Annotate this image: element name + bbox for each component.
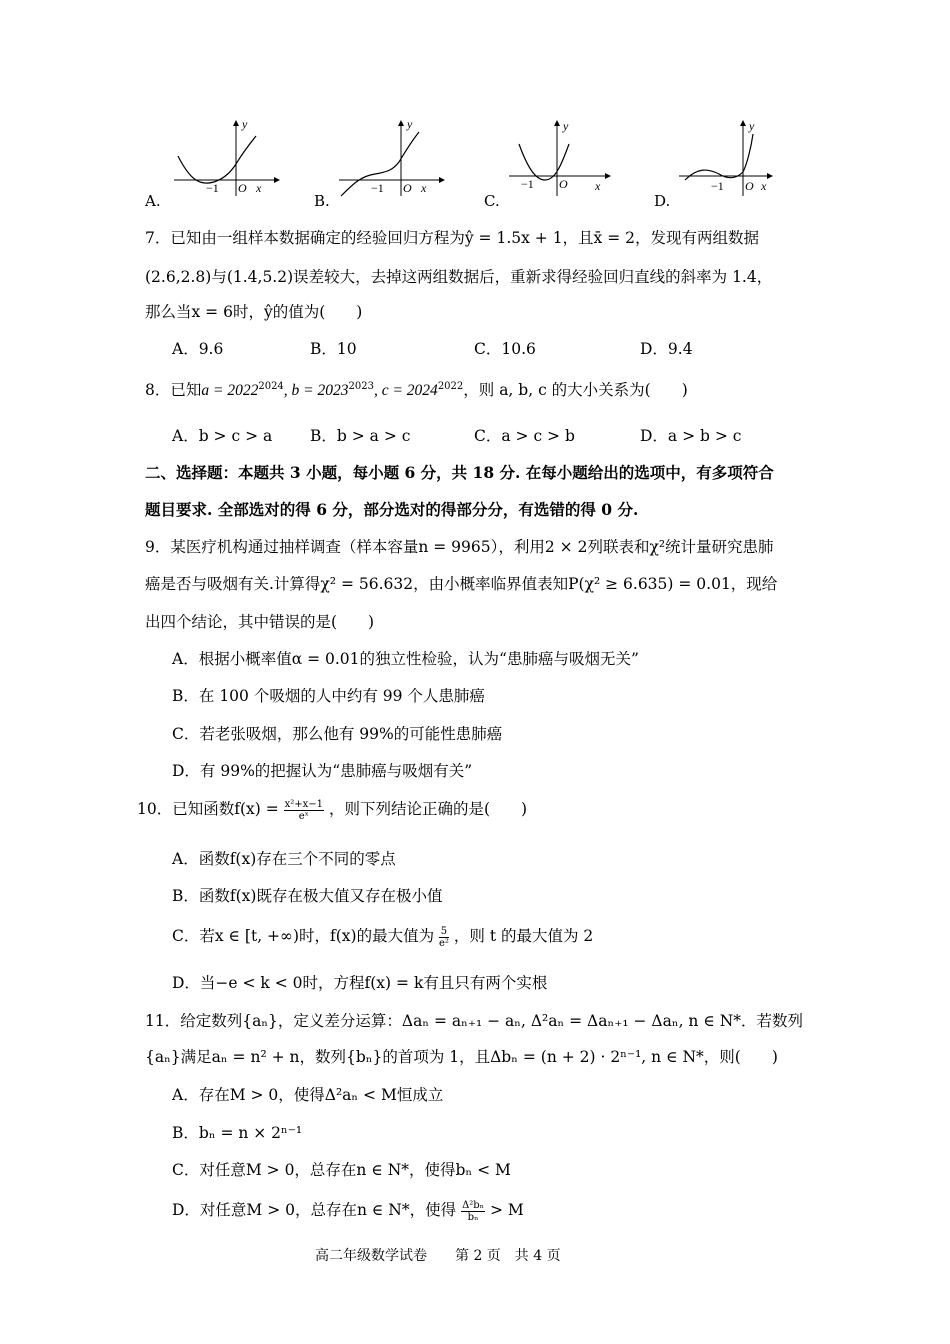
svg-text:−1: −1 <box>206 181 219 195</box>
svg-text:O: O <box>403 181 412 195</box>
q10-option-c-den: e² <box>439 937 449 949</box>
q10-option-d: D．当−e < k < 0时，方程f(x) = k有且只有两个实根 <box>172 974 548 992</box>
page-footer: 高二年级数学试卷 第 2 页 共 4 页 <box>315 1248 561 1264</box>
q10-option-c-fraction <box>439 926 449 949</box>
q9-line1: 9．某医疗机构通过抽样调查（样本容量n = 9965），利用2 × 2列联表和χ²统计量研究患肺 <box>145 538 774 556</box>
option-c-label: C. <box>484 192 500 210</box>
q11-option-a: A．存在M > 0，使得Δ²aₙ < M恒成立 <box>172 1086 444 1104</box>
q11-option-d-den: bₙ <box>467 1211 479 1223</box>
q8-option-a: A．b > c > a <box>172 427 273 445</box>
q7-option-d: D．9.4 <box>640 340 693 358</box>
svg-text:y: y <box>749 119 755 133</box>
q10-numerator: x²+x−1 <box>284 798 324 810</box>
q10-prefix: 10．已知函数f(x) = <box>137 800 284 818</box>
q8-prefix: 8．已知 <box>145 381 202 399</box>
q7-option-c: C．10.6 <box>474 340 536 358</box>
q7-line3: 那么当x = 6时，ŷ的值为( ) <box>145 303 363 321</box>
q10-denominator: eˣ <box>298 810 309 822</box>
svg-text:x: x <box>595 179 601 193</box>
q9-option-b: B．在 100 个吸烟的人中约有 99 个人患肺癌 <box>172 687 485 705</box>
q8-suffix: ，则 a, b, c 的大小关系为( ) <box>463 381 688 399</box>
q7-line1: 7．已知由一组样本数据确定的经验回归方程为ŷ = 1.5x + 1，且x̄ = 2，发现有两组数据 <box>145 229 760 247</box>
svg-text:y: y <box>563 119 569 133</box>
q10-stem <box>137 797 527 822</box>
q7-line2: (2.6,2.8)与(1.4,5.2)误差较大，去掉这两组数据后，重新求得经验回归直线的斜率为 1.4， <box>145 268 773 286</box>
section2-line2: 题目要求. 全部选对的得 6 分，部分选对的得部分分，有选错的得 0 分. <box>145 500 639 519</box>
q7-option-a: A．9.6 <box>172 340 224 358</box>
q10-option-b: B．函数f(x)既存在极大值又存在极小值 <box>172 887 443 905</box>
graph-option-d <box>675 118 785 198</box>
svg-text:O: O <box>745 179 754 193</box>
q11-option-d <box>172 1198 524 1223</box>
q11-option-d-fraction <box>461 1200 485 1223</box>
svg-text:−1: −1 <box>371 181 384 195</box>
q11-option-d-num: Δ²bₙ <box>462 1199 485 1211</box>
svg-text:O: O <box>238 181 247 195</box>
svg-text:y: y <box>242 118 248 131</box>
q11-line2: {aₙ}满足aₙ = n² + n，数列{bₙ}的首项为 1，且Δbₙ = (n + 2) · 2ⁿ⁻¹, n ∈ N*，则( ) <box>145 1048 778 1066</box>
q8-option-c: C．a > c > b <box>474 427 575 445</box>
q10-option-c-post: ，则 t 的最大值为 2 <box>453 927 594 945</box>
svg-text:−1: −1 <box>711 179 724 193</box>
q10-option-c-pre: C．若x ∈ [t, +∞)时，f(x)的最大值为 <box>172 927 435 945</box>
svg-text:O: O <box>559 177 568 191</box>
svg-text:x: x <box>421 181 427 195</box>
svg-text:x: x <box>256 181 262 195</box>
q11-line1: 11．给定数列{aₙ}，定义差分运算：Δaₙ = aₙ₊₁ − aₙ, Δ²aₙ = Δaₙ₊₁ − Δaₙ, n ∈ N*．若数列 <box>145 1012 804 1030</box>
q10-fraction <box>284 799 324 822</box>
svg-text:−1: −1 <box>521 177 534 191</box>
q8-exp-b: 2023 <box>348 380 374 392</box>
option-b-label: B. <box>314 192 330 210</box>
q10-option-c <box>172 924 593 949</box>
q8-option-d: D．a > b > c <box>640 427 742 445</box>
q9-option-a: A．根据小概率值α = 0.01的独立性检验，认为“患肺癌与吸烟无关” <box>172 650 639 668</box>
q8-stem <box>145 378 688 400</box>
q11-option-d-post: > M <box>489 1201 524 1219</box>
svg-text:x: x <box>761 179 767 193</box>
q9-line3: 出四个结论，其中错误的是( ) <box>145 613 375 631</box>
option-a-label: A. <box>145 192 161 210</box>
graph-option-a <box>170 118 280 198</box>
q11-option-d-pre: D．对任意M > 0，总存在n ∈ N*，使得 <box>172 1201 457 1219</box>
svg-text:y: y <box>407 118 413 131</box>
q8-expr-a: a = 2022 <box>201 382 259 399</box>
q8-expr-c: , c = 2024 <box>373 382 438 399</box>
q9-option-d: D．有 99%的把握认为“患肺癌与吸烟有关” <box>172 762 473 780</box>
q7-option-b: B．10 <box>310 340 357 358</box>
option-d-label: D. <box>654 192 671 210</box>
q8-exp-a: 2024 <box>258 380 284 392</box>
q10-option-a: A．函数f(x)存在三个不同的零点 <box>172 850 396 868</box>
q8-option-b: B．b > a > c <box>310 427 411 445</box>
graph-option-b <box>335 118 445 198</box>
graph-option-c <box>505 118 615 198</box>
q8-exp-c: 2022 <box>437 380 464 392</box>
q9-line2: 癌是否与吸烟有关.计算得χ² = 56.632，由小概率临界值表知P(χ² ≥ 6.635) = 0.01，现给 <box>145 575 778 593</box>
q9-option-c: C．若老张吸烟，那么他有 99%的可能性患肺癌 <box>172 725 503 743</box>
q10-suffix: ，则下列结论正确的是( ) <box>329 800 528 818</box>
section2-line1: 二、选择题：本题共 3 小题，每小题 6 分，共 18 分. 在每小题给出的选项中，有多项符合 <box>145 463 774 482</box>
q8-expr-b: , b = 2023 <box>283 382 349 399</box>
q11-option-c: C．对任意M > 0，总存在n ∈ N*，使得bₙ < M <box>172 1161 511 1179</box>
q11-option-b: B．bₙ = n × 2ⁿ⁻¹ <box>172 1124 303 1142</box>
q10-option-c-num: 5 <box>440 925 448 937</box>
